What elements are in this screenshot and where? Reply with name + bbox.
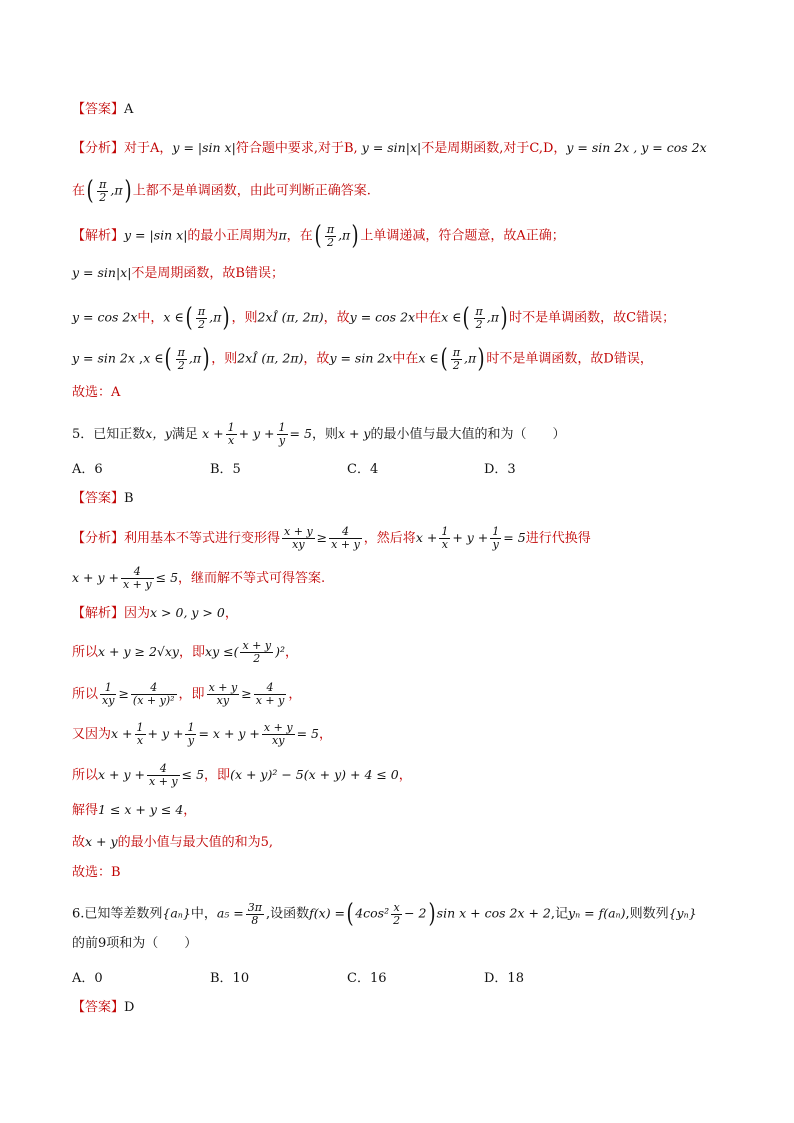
question-text: 的最小值与最大值的和为（ ）: [370, 427, 566, 442]
q5-solution-line2: [72, 640, 298, 665]
math-expr: − 2: [404, 905, 427, 921]
solution-text: 又因为: [72, 727, 112, 742]
solution-text: ，: [183, 803, 197, 818]
solution-text: 中，: [137, 310, 164, 326]
q5-solution-line5: [72, 763, 412, 788]
q4-analysis-line2: 在( $\frac{\pi}{2}$ ,π) 上都不是单调函数，由此可判断正确答案.: [72, 176, 371, 206]
math-expr: ,π: [188, 350, 202, 366]
q6-stem-line2: 的前9项和为（ ）: [72, 936, 198, 951]
q5-solution-line4: [72, 722, 332, 747]
math-expr: ,π: [464, 350, 477, 366]
solution-text: ，即: [179, 645, 206, 660]
solution-text: ，故: [323, 310, 350, 326]
q5-choose: 故选：B: [72, 865, 121, 880]
solution-text: 因为: [124, 606, 151, 621]
analysis-text: 符合题中要求,对于B,: [235, 141, 358, 156]
math-expr: 2xÎ: [237, 350, 258, 366]
math-expr: (π, 2π): [281, 309, 324, 325]
math-expr: y = sin 2x: [72, 350, 135, 366]
math-expr: yₙ = f(aₙ): [568, 905, 626, 921]
solution-text: 的最小正周期为: [187, 228, 279, 244]
math-expr: x + y +: [72, 570, 119, 585]
fraction: $\frac{4}{x + y}$: [331, 525, 360, 551]
fraction: $\frac{1}{x}$: [227, 421, 235, 447]
solution-text: ，故: [303, 351, 330, 367]
fraction: $\frac{x + y}{xy}$: [208, 681, 238, 707]
analysis-text: 在: [72, 183, 86, 199]
math-expr: y = sin|x|: [361, 140, 422, 155]
math-expr: ,π: [110, 182, 123, 198]
question-text: 6.已知等差数列: [72, 906, 163, 922]
math-expr: x + y: [85, 834, 118, 849]
fraction: $\frac{\pi}{2}$: [326, 222, 335, 249]
math-expr: {yₙ}: [668, 905, 697, 921]
solution-text: ，: [318, 727, 332, 742]
fraction: $\frac{1}{y}$: [278, 421, 286, 447]
math-expr: ≥: [241, 686, 252, 701]
answer-value: A: [124, 102, 134, 117]
q5-analysis-line2: [72, 566, 325, 591]
math-expr: (x + y)² − 5(x + y) + 4 ≤ 0: [230, 767, 399, 782]
fraction: $\frac{1}{y}$: [187, 721, 195, 747]
solution-text: 故: [72, 835, 86, 850]
fraction: $\frac{\pi}{2}$: [177, 345, 185, 372]
math-expr: = 5: [503, 530, 526, 545]
math-expr: y = |sin x|: [124, 227, 188, 243]
math-expr: y = sin 2x , y = cos 2x: [566, 140, 707, 155]
fraction: $\frac{1}{y}$: [492, 525, 500, 551]
analysis-text: 不是周期函数,对于C,D，: [421, 141, 567, 156]
math-expr: x ∈: [143, 350, 164, 366]
math-expr: sin x + cos 2x + 2: [436, 905, 551, 921]
solution-text: 时不是单调函数，故C错误；: [509, 310, 676, 326]
q4-choose: 故选：A: [72, 385, 121, 400]
analysis-label: 【分析】: [72, 531, 125, 546]
solution-text: ,: [134, 351, 144, 367]
analysis-text: ，继而解不等式可得答案.: [178, 571, 326, 586]
fraction: $\frac{4}{x + y}$: [255, 681, 285, 707]
analysis-text: 进行代换得: [525, 531, 591, 546]
math-expr: 1 ≤ x + y ≤ 4: [98, 802, 184, 817]
math-expr: y = sin|x|: [72, 265, 132, 280]
math-expr: x ∈: [441, 309, 462, 325]
answer-label: 【答案】: [72, 102, 125, 117]
q5-solution-line6: [72, 801, 196, 820]
math-expr: x ∈: [163, 309, 184, 325]
math-expr: ,π: [209, 309, 222, 325]
q6-option-a: A．0: [72, 971, 103, 986]
q5-analysis-line1: [72, 526, 591, 551]
math-expr: = x + y +: [198, 726, 260, 741]
fraction: $\frac{1}{x}$: [441, 525, 449, 551]
fraction: $\frac{\pi}{2}$: [475, 304, 483, 331]
fraction: $\frac{\pi}{2}$: [452, 345, 461, 372]
math-expr: x + y +: [98, 767, 145, 782]
analysis-text: 对于A，: [124, 141, 173, 156]
q6-stem-line1: 6.已知等差数列{aₙ}中，a₅ = $\frac{3\pi}{8}$ ,设函数f(x) =( 4cos² $\frac{x}{2}$ − 2) sin x + cos 2x + 2,记yₙ = f(aₙ),则数列{yₙ}: [72, 899, 697, 929]
answer-label: 【答案】: [72, 1000, 125, 1015]
fraction: $\frac{4}{\text{(x + y)²}}$: [132, 681, 175, 707]
math-expr: = 5: [289, 426, 312, 441]
math-expr: a₅ =: [216, 905, 244, 921]
solution-text: 所以: [72, 687, 99, 702]
math-expr: (π, 2π): [261, 350, 304, 366]
fraction: $\frac{4}{x + y}$: [149, 762, 178, 788]
math-expr: ≥: [118, 686, 129, 701]
question-text: ,记: [550, 906, 569, 922]
math-expr: + y +: [238, 426, 275, 441]
analysis-label: 【分析】: [72, 141, 125, 156]
answer-value: D: [124, 1000, 135, 1015]
fraction: $\frac{x + y}{xy}$: [284, 525, 313, 551]
solution-label: 【解析】: [72, 228, 125, 244]
math-expr: 4cos²: [355, 905, 390, 921]
solution-text: ，则: [231, 310, 258, 326]
solution-text: 时不是单调函数，故D错误，: [486, 351, 653, 367]
math-expr: + y +: [147, 726, 184, 741]
solution-text: 中在: [392, 351, 419, 367]
math-expr: ≥: [316, 530, 328, 545]
q5-solution-line7: [72, 833, 273, 852]
answer-value: B: [124, 491, 134, 506]
answer-label: 【答案】: [72, 491, 125, 506]
q4-solution-line2: [72, 264, 284, 283]
math-expr: {aₙ}: [162, 905, 191, 921]
q4-solution-line3: y = cos 2x中，x ∈( $\frac{\pi}{2}$ ,π) ，则2xÎ (π, 2π)，故y = cos 2x中在x ∈( $\frac{\pi}{2}$ ,π) 时不是单调函数，故C错误；: [72, 303, 676, 333]
math-expr: y = sin 2x: [329, 350, 393, 366]
math-expr: x +: [415, 530, 438, 545]
fraction: $\frac{x + y}{xy}$: [263, 721, 293, 747]
fraction: $\frac{x + y}{2}$: [242, 639, 272, 665]
q5-solution-line3: [72, 682, 301, 707]
solution-text: 解得: [72, 803, 99, 818]
solution-text: ，: [224, 606, 238, 621]
solution-text: ，即: [204, 768, 231, 783]
math-expr: x +: [202, 426, 224, 441]
math-expr: y = cos 2x: [349, 309, 416, 325]
solution-text: ，则: [211, 351, 238, 367]
solution-text: 所以: [72, 645, 99, 660]
fraction: $\frac{3\pi}{8}$: [247, 900, 263, 927]
q5-solution-line1: [72, 604, 238, 623]
q5-option-b: B．5: [210, 462, 241, 477]
analysis-text: 利用基本不等式进行变形得: [124, 531, 281, 546]
math-expr: x +: [111, 726, 133, 741]
math-expr: ≤ 5: [155, 570, 179, 585]
q5-stem: [72, 422, 566, 447]
fraction: $\frac{1}{x}$: [136, 721, 144, 747]
math-expr: xy ≤(: [205, 644, 239, 659]
math-expr: π: [278, 227, 287, 243]
q4-solution-line1: 【解析】y = |sin x|的最小正周期为π，在( $\frac{\pi}{2}$ ,π) 上单调递减，符合题意，故A正确；: [72, 221, 565, 251]
solution-text: ，: [398, 768, 412, 783]
math-expr: y = cos 2x: [72, 309, 138, 325]
q4-answer-line: [72, 101, 133, 119]
q5-option-d: D．3: [484, 462, 516, 477]
solution-text: 中在: [415, 310, 442, 326]
solution-text: ，: [288, 687, 302, 702]
math-expr: x ∈: [418, 350, 439, 366]
math-expr: ≤ 5: [181, 767, 205, 782]
math-expr: = 5: [296, 726, 319, 741]
math-expr: x，y: [145, 426, 172, 441]
analysis-text: ，然后将: [363, 531, 416, 546]
q4-analysis-line1: [72, 139, 707, 158]
q6-option-d: D．18: [484, 971, 524, 986]
q5-option-c: C．4: [347, 462, 379, 477]
math-expr: ,π: [486, 309, 499, 325]
math-expr: x + y ≥ 2√xy: [98, 644, 179, 659]
math-expr: y = |sin x|: [172, 140, 236, 155]
question-text: 中，: [190, 906, 217, 922]
solution-text: 所以: [72, 768, 99, 783]
fraction: $\frac{4}{x + y}$: [122, 565, 152, 591]
math-expr: x + y: [337, 426, 371, 441]
solution-label: 【解析】: [72, 606, 125, 621]
math-expr: x > 0, y > 0: [150, 605, 225, 620]
question-text: 满足: [171, 427, 198, 442]
math-expr: 2xÎ: [257, 309, 278, 325]
question-text: ,设函数: [266, 906, 310, 922]
q5-answer-line: [72, 490, 134, 508]
math-expr: f(x) =: [309, 905, 346, 921]
q6-answer-line: [72, 999, 134, 1017]
math-expr: + y +: [452, 530, 489, 545]
solution-text: 的最小值与最大值的和为5,: [117, 835, 273, 850]
question-text: 5．已知正数: [72, 427, 146, 442]
solution-text: 上单调递减，符合题意，故A正确；: [360, 228, 565, 244]
q4-solution-line4: y = sin 2x ,x ∈( $\frac{\pi}{2}$ ,π) ，则2xÎ (π, 2π)，故y = sin 2x中在x ∈( $\frac{\pi}{2}$ ,π) 时不是单调函数，故D错误，: [72, 344, 653, 374]
math-expr: )²: [275, 644, 285, 659]
fraction: $\frac{x}{2}$: [393, 900, 401, 927]
solution-text: ，在: [286, 228, 313, 244]
math-expr: ,π: [338, 227, 351, 243]
q6-option-c: C．16: [347, 971, 387, 986]
solution-text: 不是周期函数，故B错误；: [131, 266, 284, 281]
question-text: ,则数列: [625, 906, 669, 922]
solution-text: ，即: [178, 687, 205, 702]
analysis-text: 上都不是单调函数，由此可判断正确答案.: [132, 183, 371, 199]
fraction: $\frac{\pi}{2}$: [99, 177, 107, 204]
q5-option-a: A．6: [72, 462, 103, 477]
question-text: ，则: [311, 427, 338, 442]
fraction: $\frac{1}{xy}$: [102, 681, 115, 707]
fraction: $\frac{\pi}{2}$: [197, 304, 206, 331]
q6-option-b: B．10: [210, 971, 250, 986]
solution-text: ，: [284, 645, 298, 660]
